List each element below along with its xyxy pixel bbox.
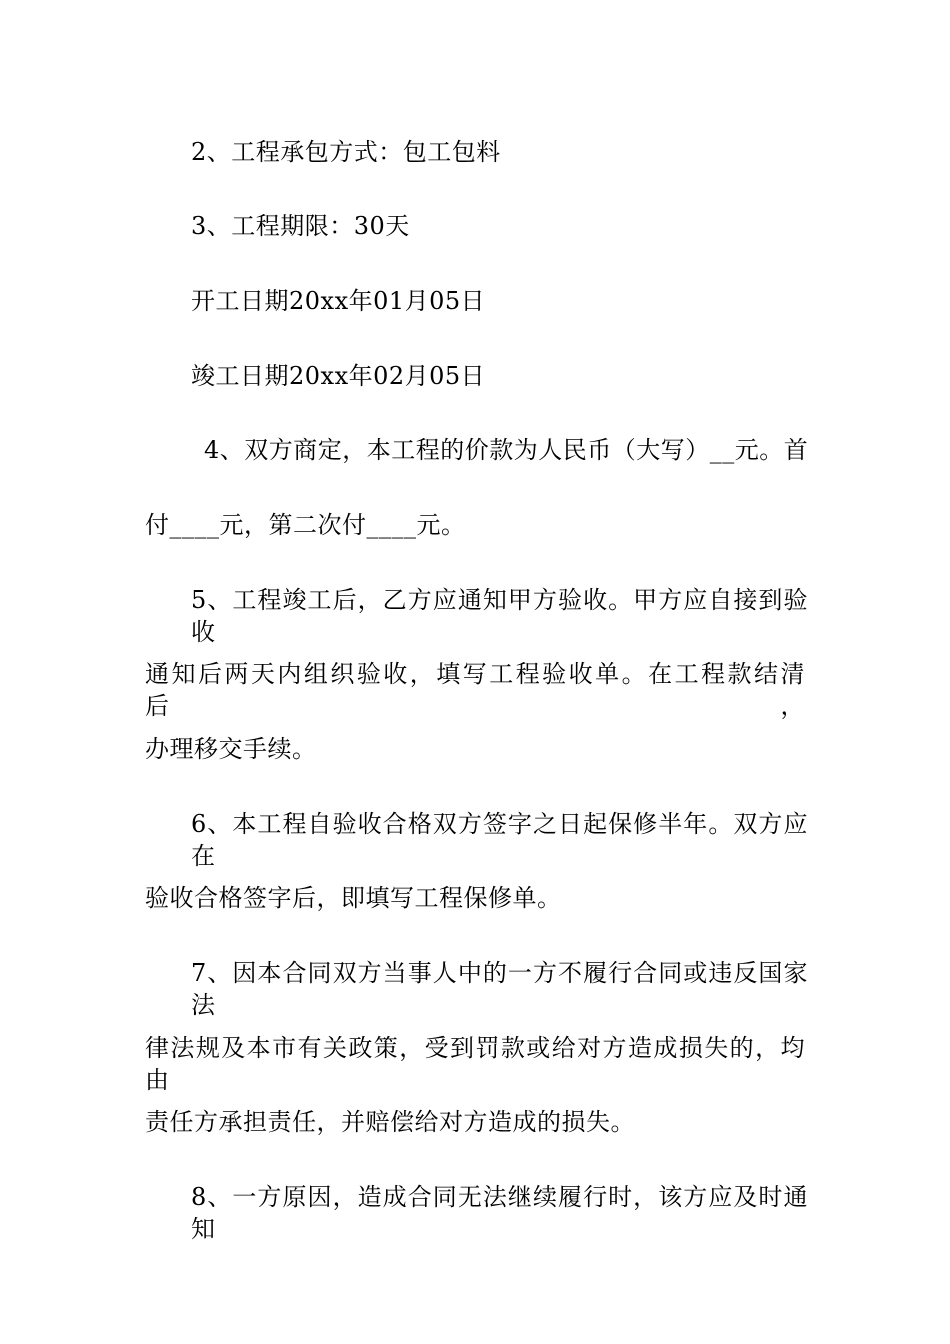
- clause-4-price-line-2: 付____元，第二次付____元。: [145, 511, 466, 539]
- clause-5-line-3: 办理移交手续。: [145, 735, 317, 763]
- clause-6-line-1: 6、本工程自验收合格双方签字之日起保修半年。双方应在: [191, 810, 808, 870]
- clause-7-line-2: 律法规及本市有关政策，受到罚款或给对方造成损失的，均由: [145, 1034, 805, 1094]
- clause-6-line-2: 验收合格签字后，即填写工程保修单。: [145, 884, 562, 912]
- clause-8-line-1: 8、一方原因，造成合同无法继续履行时，该方应及时通知: [191, 1183, 808, 1243]
- start-date-line: 开工日期20xx年01月05日: [191, 287, 486, 315]
- clause-2-contract-method: 2、工程承包方式：包工包料: [191, 138, 501, 166]
- clause-3-project-duration: 3、工程期限：30天: [191, 212, 410, 240]
- clause-5-line-2: 通知后两天内组织验收，填写工程验收单。在工程款结清后，: [145, 660, 805, 720]
- completion-date-line: 竣工日期20xx年02月05日: [191, 362, 486, 390]
- clause-7-line-3: 责任方承担责任，并赔偿给对方造成的损失。: [145, 1108, 635, 1136]
- clause-7-line-1: 7、因本合同双方当事人中的一方不履行合同或违反国家法: [191, 959, 808, 1019]
- clause-5-line-1: 5、工程竣工后，乙方应通知甲方验收。甲方应自接到验收: [191, 586, 808, 646]
- clause-4-price-line-1: 4、双方商定，本工程的价款为人民币（大写）__元。首: [204, 436, 809, 464]
